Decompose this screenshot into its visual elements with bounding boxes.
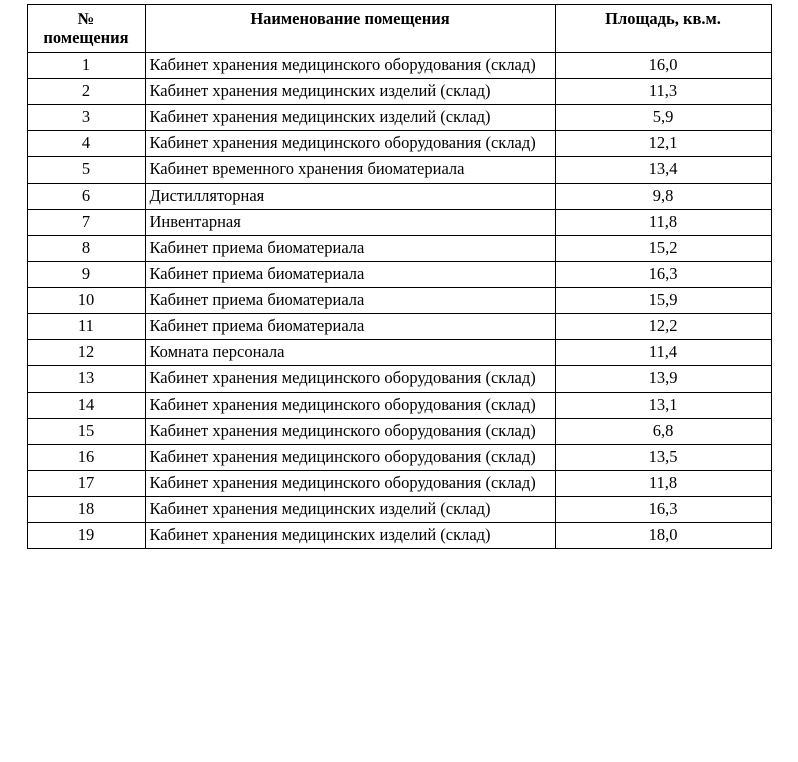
cell-room-name: Кабинет приема биоматериала xyxy=(145,288,555,314)
cell-room-name: Кабинет приема биоматериала xyxy=(145,235,555,261)
cell-room-name: Кабинет временного хранения биоматериала xyxy=(145,157,555,183)
cell-room-area: 15,9 xyxy=(555,288,771,314)
cell-room-area: 11,8 xyxy=(555,209,771,235)
cell-room-name: Кабинет хранения медицинского оборудования (склад) xyxy=(145,131,555,157)
rooms-table xyxy=(27,4,772,549)
cell-room-area: 16,3 xyxy=(555,497,771,523)
cell-room-area: 16,0 xyxy=(555,52,771,78)
cell-room-number: 15 xyxy=(27,418,145,444)
cell-room-area: 15,2 xyxy=(555,235,771,261)
cell-room-name: Кабинет хранения медицинских изделий (склад) xyxy=(145,79,555,105)
table-row xyxy=(27,105,771,131)
table-header xyxy=(27,5,771,53)
table-row xyxy=(27,418,771,444)
table-row xyxy=(27,261,771,287)
column-header-name: Наименование помещения xyxy=(145,5,555,53)
cell-room-number: 3 xyxy=(27,105,145,131)
cell-room-area: 13,4 xyxy=(555,157,771,183)
cell-room-number: 12 xyxy=(27,340,145,366)
cell-room-area: 13,5 xyxy=(555,444,771,470)
cell-room-number: 14 xyxy=(27,392,145,418)
cell-room-area: 11,4 xyxy=(555,340,771,366)
cell-room-number: 17 xyxy=(27,470,145,496)
table-header-row xyxy=(27,5,771,53)
table-row xyxy=(27,52,771,78)
cell-room-number: 5 xyxy=(27,157,145,183)
cell-room-number: 6 xyxy=(27,183,145,209)
table-row xyxy=(27,314,771,340)
cell-room-name: Кабинет хранения медицинских изделий (склад) xyxy=(145,523,555,549)
cell-room-name: Кабинет хранения медицинского оборудования (склад) xyxy=(145,366,555,392)
cell-room-name: Кабинет хранения медицинского оборудования (склад) xyxy=(145,418,555,444)
cell-room-number: 9 xyxy=(27,261,145,287)
cell-room-number: 2 xyxy=(27,79,145,105)
table-row xyxy=(27,209,771,235)
cell-room-area: 5,9 xyxy=(555,105,771,131)
table-row xyxy=(27,340,771,366)
cell-room-name: Комната персонала xyxy=(145,340,555,366)
table-row xyxy=(27,366,771,392)
cell-room-number: 7 xyxy=(27,209,145,235)
table-row xyxy=(27,235,771,261)
cell-room-area: 12,1 xyxy=(555,131,771,157)
cell-room-name: Кабинет хранения медицинского оборудования (склад) xyxy=(145,470,555,496)
table-row xyxy=(27,444,771,470)
cell-room-area: 16,3 xyxy=(555,261,771,287)
cell-room-name: Инвентарная xyxy=(145,209,555,235)
cell-room-name: Кабинет хранения медицинских изделий (склад) xyxy=(145,497,555,523)
table-body xyxy=(27,52,771,548)
table-row xyxy=(27,288,771,314)
column-header-number-line2: помещения xyxy=(43,28,129,48)
cell-room-name: Кабинет хранения медицинского оборудования (склад) xyxy=(145,444,555,470)
column-header-number-line1: № xyxy=(77,9,95,28)
cell-room-name: Кабинет приема биоматериала xyxy=(145,314,555,340)
cell-room-name: Кабинет хранения медицинского оборудования (склад) xyxy=(145,392,555,418)
cell-room-area: 9,8 xyxy=(555,183,771,209)
table-row xyxy=(27,497,771,523)
cell-room-name: Кабинет хранения медицинских изделий (склад) xyxy=(145,105,555,131)
cell-room-area: 13,9 xyxy=(555,366,771,392)
table-row xyxy=(27,79,771,105)
table-row xyxy=(27,157,771,183)
cell-room-area: 12,2 xyxy=(555,314,771,340)
cell-room-number: 8 xyxy=(27,235,145,261)
cell-room-area: 6,8 xyxy=(555,418,771,444)
cell-room-number: 13 xyxy=(27,366,145,392)
cell-room-number: 11 xyxy=(27,314,145,340)
cell-room-area: 11,8 xyxy=(555,470,771,496)
cell-room-number: 16 xyxy=(27,444,145,470)
cell-room-number: 4 xyxy=(27,131,145,157)
cell-room-number: 10 xyxy=(27,288,145,314)
column-header-number xyxy=(27,5,145,53)
cell-room-number: 18 xyxy=(27,497,145,523)
table-row xyxy=(27,470,771,496)
cell-room-number: 1 xyxy=(27,52,145,78)
cell-room-number: 19 xyxy=(27,523,145,549)
cell-room-name: Дистилляторная xyxy=(145,183,555,209)
table-row xyxy=(27,523,771,549)
table-row xyxy=(27,183,771,209)
cell-room-area: 13,1 xyxy=(555,392,771,418)
table-row xyxy=(27,392,771,418)
cell-room-name: Кабинет хранения медицинского оборудования (склад) xyxy=(145,52,555,78)
cell-room-area: 11,3 xyxy=(555,79,771,105)
table-row xyxy=(27,131,771,157)
cell-room-area: 18,0 xyxy=(555,523,771,549)
column-header-area: Площадь, кв.м. xyxy=(555,5,771,53)
cell-room-name: Кабинет приема биоматериала xyxy=(145,261,555,287)
